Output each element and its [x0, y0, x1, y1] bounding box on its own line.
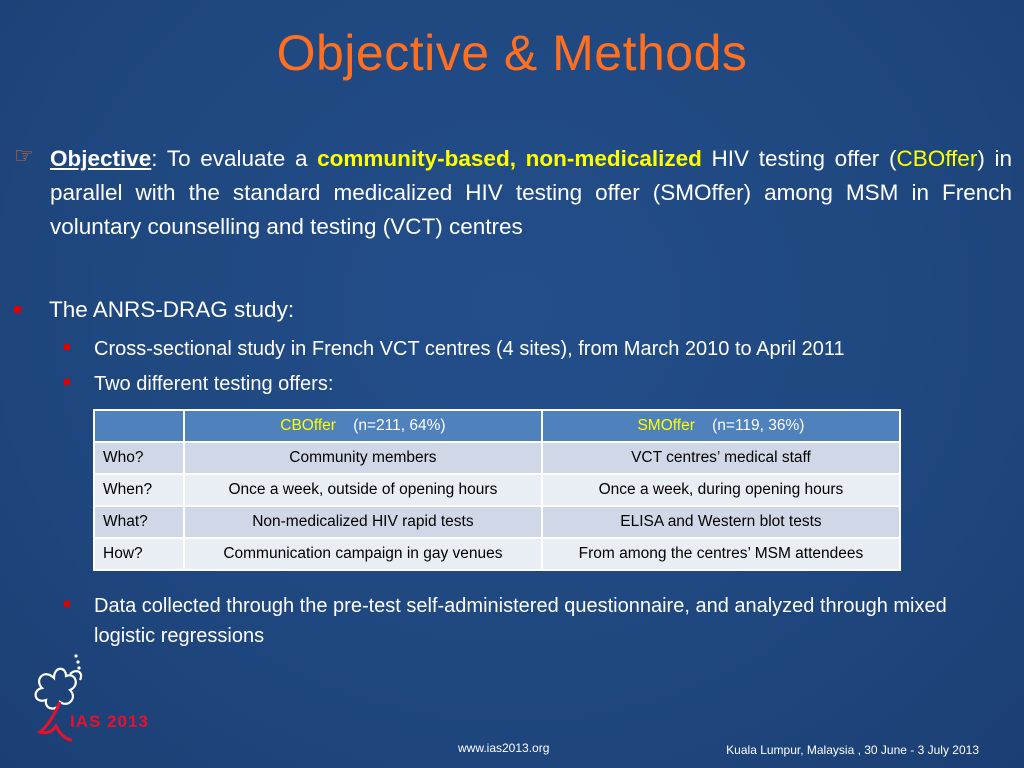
bullet-square-icon: [64, 601, 70, 607]
header-cboffer: [184, 410, 542, 442]
ias-logo-text: IAS 2013: [70, 712, 149, 731]
sub-bullet-design: Cross-sectional study in French VCT centres (4 sites), from March 2010 to April 2011: [94, 338, 845, 360]
row-label: Who?: [94, 442, 184, 474]
table-row: [94, 442, 900, 474]
objective-paragraph: [50, 142, 1012, 244]
cboffer-cell: Once a week, outside of opening hours: [184, 474, 542, 506]
cboffer-cell: Communication campaign in gay venues: [184, 538, 542, 570]
header-cboffer-detail: (n=211, 64%): [353, 417, 446, 434]
table-row: [94, 474, 900, 506]
sub-bullet-offers: Two different testing offers:: [94, 373, 334, 395]
cboffer-cell: Community members: [184, 442, 542, 474]
cboffer-cell: Non-medicalized HIV rapid tests: [184, 506, 542, 538]
objective-text-1: To evaluate a: [157, 146, 318, 171]
bullet-square-icon: [14, 306, 21, 313]
header-blank-cell: [94, 410, 184, 442]
header-smoffer: [542, 410, 900, 442]
objective-text-2: HIV testing offer (: [701, 146, 897, 171]
row-label: What?: [94, 506, 184, 538]
smoffer-cell: From among the centres’ MSM attendees: [542, 538, 900, 570]
sub-bullet-analysis: Data collected through the pre-test self-administered questionnaire, and analyzed through mixed logistic regressions: [94, 595, 947, 647]
row-label: When?: [94, 474, 184, 506]
footer-event: Kuala Lumpur, Malaysia , 30 June - 3 July 2013: [726, 743, 979, 757]
bullet-square-icon: [64, 379, 70, 385]
pointing-hand-icon: ☞: [14, 143, 34, 168]
bullet-square-icon: [64, 344, 70, 350]
objective-highlight: community-based, non-medicalized: [317, 146, 702, 171]
header-smoffer-name: SMOffer: [637, 417, 695, 434]
table-row: [94, 538, 900, 570]
objective-separator: :: [151, 146, 158, 171]
footer-website: www.ias2013.org: [458, 741, 550, 755]
offers-table: [93, 409, 901, 571]
smoffer-cell: Once a week, during opening hours: [542, 474, 900, 506]
objective-text-3: ) in parallel with the standard medicalized HIV testing offer (SMOffer) among MSM in French voluntary counselling and testing (VCT) centres: [50, 146, 1012, 239]
table-row: [94, 506, 900, 538]
slide-title: Objective & Methods: [276, 25, 748, 81]
table-header-row: [94, 410, 900, 442]
header-smoffer-detail: (n=119, 36%): [712, 417, 805, 434]
smoffer-cell: ELISA and Western blot tests: [542, 506, 900, 538]
ias-ribbon-logo-icon: [26, 650, 156, 750]
objective-label: Objective: [50, 146, 152, 171]
study-heading: The ANRS-DRAG study:: [49, 297, 295, 322]
smoffer-cell: VCT centres’ medical staff: [542, 442, 900, 474]
row-label: How?: [94, 538, 184, 570]
objective-acronym: CBOffer: [896, 146, 978, 171]
header-cboffer-name: CBOffer: [280, 417, 336, 434]
